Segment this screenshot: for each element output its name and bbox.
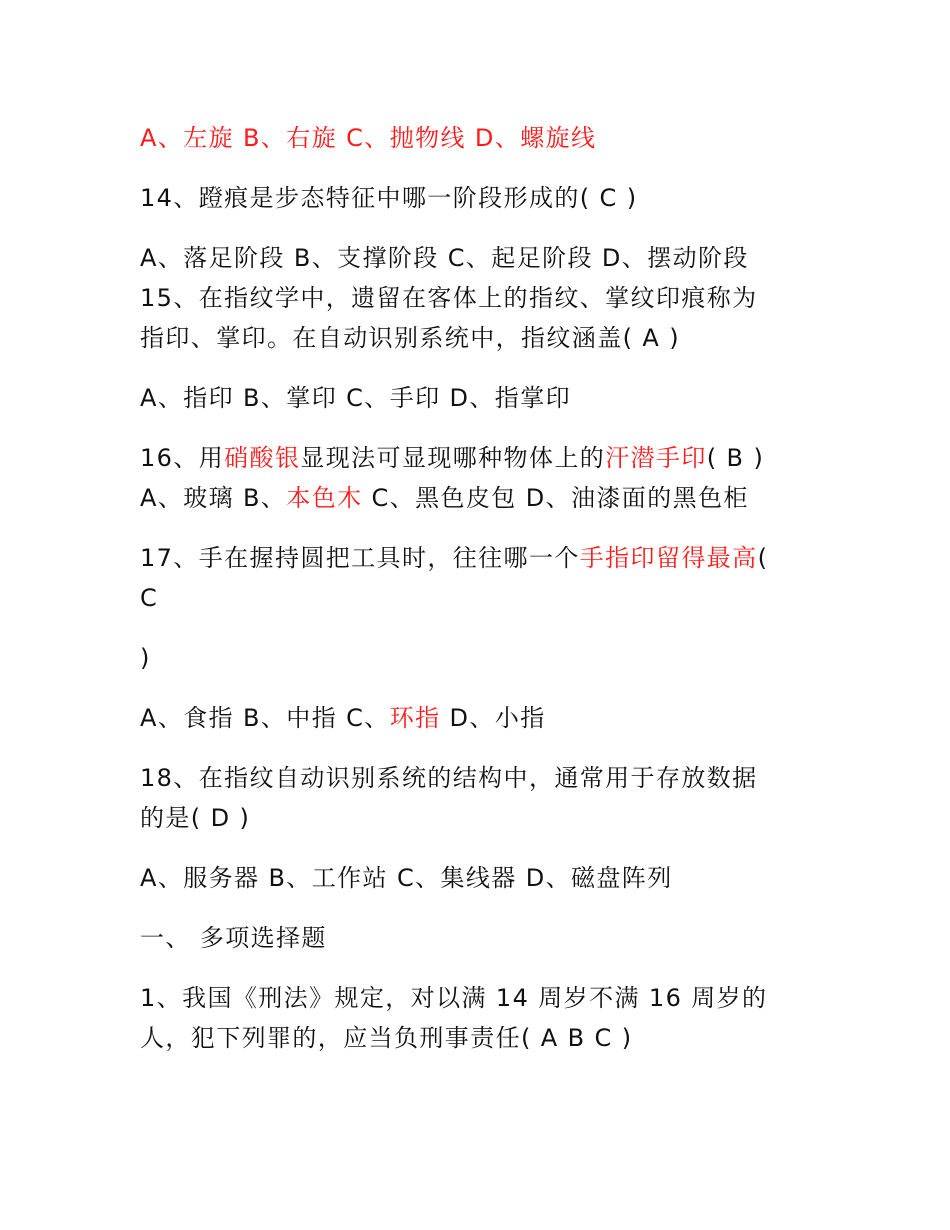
multi-question-1-line-1 <box>140 983 820 1013</box>
section-heading <box>140 923 820 953</box>
text-segment: 1、我国《刑法》规定，对以满 14 周岁不满 16 周岁的 <box>140 984 768 1012</box>
highlight-text: 硝酸银 <box>224 444 301 472</box>
answer-options-q16 <box>140 483 820 513</box>
text-segment: D、小指 <box>440 704 546 732</box>
text-segment: A、指印 B、掌印 C、手印 D、指掌印 <box>140 384 572 412</box>
text-segment: 16、用 <box>140 444 225 472</box>
text-segment: 15、在指纹学中，遗留在客体上的指纹、掌纹印痕称为 <box>140 284 758 312</box>
question-18-line-2 <box>140 803 820 833</box>
question-15-line-1 <box>140 283 820 313</box>
text-segment: 人，犯下列罪的，应当负刑事责任( A B C ) <box>140 1024 633 1052</box>
answer-options-q17 <box>140 703 820 733</box>
text-segment: ) <box>140 644 151 672</box>
text-segment: C <box>140 584 159 612</box>
question-17-line-1 <box>140 543 820 573</box>
question-14 <box>140 183 820 213</box>
answer-options-q14 <box>140 243 820 273</box>
text-segment: A、左旋 B、右旋 C、抛物线 D、螺旋线 <box>140 124 597 152</box>
highlight-text: 本色木 <box>286 484 363 512</box>
question-18-line-1 <box>140 763 820 793</box>
text-segment: 显现法可显现哪种物体上的 <box>300 444 606 472</box>
question-17-line-2 <box>140 583 820 613</box>
text-segment: A、玻璃 B、 <box>140 484 287 512</box>
text-segment: A、落足阶段 B、支撑阶段 C、起足阶段 D、摆动阶段 <box>140 244 749 272</box>
text-segment: 的是( D ) <box>140 804 251 832</box>
highlight-text: 环指 <box>389 704 441 732</box>
answer-options-q13 <box>140 123 820 153</box>
highlight-text: 手指印留得最高 <box>579 544 758 572</box>
text-segment: 一、 多项选择题 <box>140 924 327 952</box>
text-segment: 14、蹬痕是步态特征中哪一阶段形成的( C ) <box>140 184 638 212</box>
text-segment: C、黑色皮包 D、油漆面的黑色柜 <box>362 484 749 512</box>
text-segment: ( B ) <box>706 444 765 472</box>
multi-question-1-line-2 <box>140 1023 820 1053</box>
text-segment: ( <box>757 544 769 572</box>
text-segment: 指印、掌印。在自动识别系统中，指纹涵盖( A ) <box>140 324 681 352</box>
answer-options-q15 <box>140 383 820 413</box>
question-16 <box>140 443 820 473</box>
text-segment: 18、在指纹自动识别系统的结构中，通常用于存放数据 <box>140 764 758 792</box>
question-15-line-2 <box>140 323 820 353</box>
text-segment: 17、手在握持圆把工具时，往往哪一个 <box>140 544 580 572</box>
text-segment: A、服务器 B、工作站 C、集线器 D、磁盘阵列 <box>140 864 673 892</box>
answer-options-q18 <box>140 863 820 893</box>
question-17-line-3 <box>140 643 820 673</box>
text-segment: A、食指 B、中指 C、 <box>140 704 390 732</box>
highlight-text: 汗潜手印 <box>605 444 707 472</box>
